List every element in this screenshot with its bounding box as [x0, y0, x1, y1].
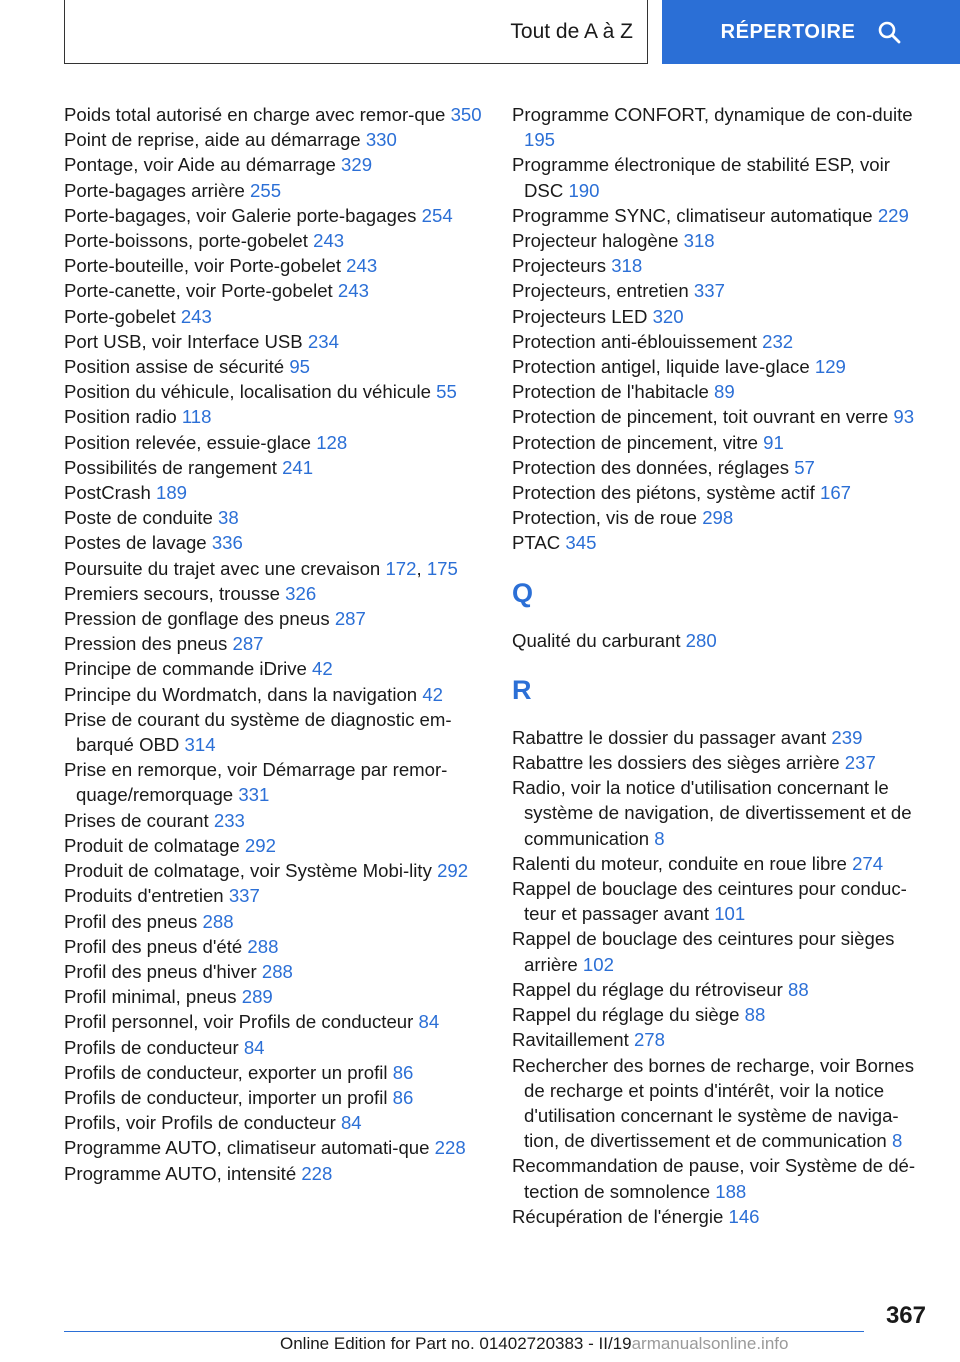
page-link[interactable]: 93 [893, 406, 915, 428]
section-tab[interactable] [64, 0, 648, 64]
index-entry-text: Projecteurs, entretien [512, 280, 689, 302]
index-entry-text: Programme SYNC, climatiseur automatique [512, 204, 873, 226]
index-entry [512, 530, 932, 555]
index-entry-text: Profils, voir Profils de conducteur [64, 1112, 336, 1134]
index-entry [64, 530, 484, 555]
index-entry-text: Protection de pincement, vitre [512, 431, 758, 453]
index-entry-text: Possibilités de rangement [64, 456, 277, 478]
index-entry [512, 404, 932, 429]
index-entry-text: Récupération de l'énergie [512, 1205, 724, 1227]
index-entry-text: Prises de courant [64, 809, 209, 831]
index-entry-text: Profil personnel, voir Profils de conducteur [64, 1011, 414, 1033]
index-entry-text: Rappel de bouclage des ceintures pour sièges arrière [512, 928, 895, 975]
index-entry-text: Programme électronique de stabilité ESP, voir DSC [512, 154, 890, 201]
index-entry-text: Profils de conducteur, exporter un profil [64, 1061, 388, 1083]
index-entry [512, 228, 932, 253]
footer-edition: Online Edition for Part no. 01402720383 - II/19 [280, 1334, 632, 1353]
index-entry-text: Produit de colmatage [64, 834, 240, 856]
index-entry-text: Premiers secours, trousse [64, 582, 280, 604]
index-entry [512, 1153, 932, 1203]
page-link[interactable]: 167 [819, 482, 852, 504]
page-link[interactable]: 175 [426, 557, 458, 579]
index-entry [64, 883, 484, 908]
index-entry-text: Profil des pneus [64, 910, 198, 932]
index-entry [64, 455, 484, 480]
index-entry-text: Radio, voir la notice d'utilisation concernant le système de navigation, de divertissement et de communication [512, 777, 912, 849]
index-entry-text: Protection de pincement, toit ouvrant en verre [512, 406, 889, 428]
index-entry-text: Rappel de bouclage des ceintures pour conduc-teur et passager avant [512, 878, 907, 925]
index-entry [512, 775, 932, 851]
index-entry-text: Porte-bouteille, voir Porte-gobelet [64, 255, 341, 277]
page-link[interactable]: 243 [346, 255, 378, 277]
page-link[interactable]: 190 [568, 179, 600, 201]
page-link[interactable]: 288 [202, 910, 234, 932]
index-entry-text: Programme CONFORT, dynamique de con-duite [512, 104, 913, 125]
index-entry [64, 1161, 484, 1186]
index-entry-text: Prise de courant du système de diagnostic em-barqué OBD [64, 708, 452, 756]
index-entry [512, 430, 932, 455]
index-entry [512, 329, 932, 354]
index-entry-text: Position relevée, essuie-glace [64, 431, 312, 453]
page-link[interactable]: 330 [365, 129, 397, 151]
index-entry-text: Protection des piétons, système actif [512, 482, 815, 504]
index-entry [64, 253, 484, 278]
page-link[interactable]: 8 [654, 827, 665, 849]
page-link[interactable]: 326 [285, 582, 317, 604]
page-link[interactable]: 255 [250, 179, 282, 201]
page-link[interactable]: 89 [714, 381, 735, 403]
index-entry-text: Principe de commande iDrive [64, 658, 307, 680]
page-link[interactable]: 233 [213, 809, 245, 831]
index-entry [64, 682, 484, 707]
index-entry [64, 656, 484, 681]
page-link[interactable]: 298 [702, 507, 734, 529]
index-entry-text: Ralenti du moteur, conduite en roue libre [512, 852, 847, 874]
page-link[interactable]: 289 [241, 986, 273, 1008]
index-entry [64, 278, 484, 303]
page-link[interactable]: 288 [247, 935, 279, 957]
index-entry-text: Protection antigel, liquide lave-glace [512, 356, 810, 378]
index-entry-text: Programme AUTO, climatiseur automati-que [64, 1137, 430, 1159]
index-entry-text: Principe du Wordmatch, dans la navigation [64, 683, 418, 705]
index-entry-text: Produits d'entretien [64, 885, 224, 907]
page-link[interactable]: 101 [714, 903, 746, 925]
index-entry [512, 977, 932, 1002]
page-link[interactable]: 146 [728, 1205, 760, 1227]
index-entry [64, 203, 484, 228]
index-entry [64, 833, 484, 858]
index-entry [512, 152, 932, 202]
index-entry-text: Produit de colmatage, voir Système Mobi-lity [64, 860, 432, 882]
page-link[interactable]: 254 [421, 204, 453, 226]
page-link[interactable]: 329 [341, 154, 373, 176]
index-entry [64, 228, 484, 253]
index-column-right [512, 102, 932, 1229]
page-link[interactable]: 287 [232, 633, 264, 655]
page-link[interactable]: 280 [685, 629, 717, 651]
page-link[interactable]: 42 [422, 683, 443, 705]
index-entry [512, 480, 932, 505]
index-entry-text: Porte-boissons, porte-gobelet [64, 230, 308, 252]
index-entry-text: Qualité du carburant [512, 629, 681, 651]
page-link[interactable]: 331 [238, 784, 270, 806]
page-link[interactable]: 189 [155, 482, 188, 504]
index-entry-text: Position assise de sécurité [64, 356, 285, 378]
index-entry-text: Rechercher des bornes de recharge, voir Bornes de recharge et points d'intérêt, voir la notice d'utilisation concernant le système de naviga-tion, de divertissement et de communication [512, 1054, 915, 1152]
index-entry [512, 1027, 932, 1052]
page-link[interactable]: 86 [392, 1086, 414, 1108]
index-entry [512, 354, 932, 379]
index-entry-text: Poste de conduite [64, 507, 213, 529]
index-entry-text: PostCrash [64, 482, 151, 504]
index-entry [64, 178, 484, 203]
page-link[interactable]: 287 [334, 608, 366, 630]
index-entry [64, 934, 484, 959]
top-bar [0, 0, 960, 66]
index-letter-heading: R [512, 674, 532, 705]
page-link[interactable]: 88 [744, 1004, 766, 1026]
index-entry [64, 102, 484, 127]
page-link[interactable]: 8 [891, 1130, 903, 1152]
index-entry-text: Profil minimal, pneus [64, 986, 237, 1008]
page-link[interactable]: 239 [831, 726, 863, 748]
page-link[interactable]: 57 [794, 456, 815, 478]
page-link[interactable]: 237 [844, 752, 876, 774]
index-entry [64, 505, 484, 530]
index-entry-text: Poursuite du trajet avec une crevaison [64, 557, 381, 579]
page-link[interactable]: 318 [683, 230, 715, 252]
index-entry-text: Point de reprise, aide au démarrage [64, 129, 361, 151]
page-link[interactable]: 84 [418, 1011, 440, 1033]
index-entry [512, 253, 932, 278]
index-entry [512, 876, 932, 926]
index-entry-text: Poids total autorisé en charge avec remor-que [64, 104, 446, 125]
index-entry-text: Pression de gonflage des pneus [64, 608, 330, 630]
index-entry-text: Projecteur halogène [512, 230, 679, 252]
page-link[interactable]: 336 [211, 532, 243, 554]
index-entry [512, 203, 932, 228]
page-link[interactable]: 129 [814, 356, 846, 378]
index-entry [512, 278, 932, 303]
index-entry-text: Porte-bagages, voir Galerie porte-bagages [64, 204, 417, 226]
index-entry-text: Porte-bagages arrière [64, 179, 245, 201]
footer [280, 1334, 788, 1354]
index-entry-text: Position radio [64, 406, 177, 428]
page-link[interactable]: 128 [316, 431, 348, 453]
index-entry-text: Protection des données, réglages [512, 456, 790, 478]
index-entry-text: Protection de l'habitacle [512, 381, 709, 403]
index-entry-text: Ravitaillement [512, 1029, 629, 1051]
index-entry-text: Protection, vis de roue [512, 507, 698, 529]
page-link[interactable]: 229 [877, 204, 909, 226]
index-tab[interactable] [662, 0, 960, 64]
page-link[interactable]: 278 [633, 1029, 665, 1051]
index-entry [512, 1053, 932, 1154]
page-link[interactable]: 84 [243, 1036, 265, 1058]
index-entry [64, 354, 484, 379]
page-link[interactable]: 228 [301, 1162, 333, 1184]
footer-rule [64, 1331, 864, 1332]
page-link[interactable]: 118 [181, 406, 212, 428]
index-entry [64, 606, 484, 631]
footer-watermark: armanualsonline.info [631, 1334, 789, 1353]
index-entry-text: Projecteurs [512, 255, 607, 277]
index-entry [64, 304, 484, 329]
index-entry-text: Profils de conducteur, importer un profil [64, 1086, 388, 1108]
index-entry-text: Porte-canette, voir Porte-gobelet [64, 280, 333, 302]
index-entry-text: Pontage, voir Aide au démarrage [64, 154, 336, 176]
page-link[interactable]: 337 [693, 280, 725, 302]
page-link[interactable]: 337 [228, 885, 260, 907]
index-letter-heading: Q [512, 577, 534, 608]
index-entry [64, 1110, 484, 1135]
index-entry-text: Profil des pneus d'été [64, 935, 243, 957]
page-link[interactable]: 292 [437, 860, 469, 882]
index-entry [64, 1009, 484, 1034]
index-entry [64, 430, 484, 455]
section-tab-label: Tout de A à Z [510, 19, 633, 43]
index-entry-text: Port USB, voir Interface USB [64, 330, 303, 352]
page-link[interactable]: 55 [436, 381, 457, 403]
index-entry [64, 707, 484, 757]
index-entry [512, 1002, 932, 1027]
index-entry-text: Projecteurs LED [512, 305, 648, 327]
index-entry-text: Position du véhicule, localisation du véhicule [64, 381, 431, 403]
index-entry [512, 379, 932, 404]
index-entry-text: Pression des pneus [64, 633, 228, 655]
index-entry [64, 127, 484, 152]
index-entry [512, 304, 932, 329]
index-entry [64, 959, 484, 984]
index-entry [512, 628, 932, 653]
page-link[interactable]: 102 [582, 953, 614, 975]
page-link[interactable]: 172 [385, 557, 417, 579]
index-tab-label: RÉPERTOIRE [720, 20, 856, 43]
page-link[interactable]: 188 [715, 1180, 747, 1202]
index-entry-text: Prise en remorque, voir Démarrage par remor-quage/remorquage [64, 759, 448, 806]
index-entry [64, 581, 484, 606]
index-entry [64, 329, 484, 354]
page-link[interactable]: 42 [312, 658, 333, 680]
index-entry [64, 984, 484, 1009]
index-entry [512, 851, 932, 876]
index-entry-text: Rabattre le dossier du passager avant [512, 726, 827, 748]
index-entry-text: PTAC [512, 532, 561, 554]
index-entry [512, 926, 932, 976]
page-link[interactable]: 243 [313, 230, 345, 252]
page-link[interactable]: 84 [340, 1112, 362, 1134]
index-entry [512, 455, 932, 480]
index-entry [64, 1060, 484, 1085]
index-entry [512, 102, 932, 152]
page-link[interactable]: 38 [218, 507, 239, 529]
page-link[interactable]: 228 [434, 1137, 466, 1159]
index-entry [64, 858, 484, 883]
page-link[interactable]: 95 [289, 356, 310, 378]
index-entry [64, 379, 484, 404]
index-entry-text: Recommandation de pause, voir Système de dé-tection de somnolence [512, 1155, 916, 1202]
page-link[interactable]: 318 [611, 255, 643, 277]
index-entry: Poursuite du trajet avec une crevaison 172, 175 [64, 557, 458, 579]
index-entry-text: Protection anti-éblouissement [512, 330, 757, 352]
index-entry-text: Profils de conducteur [64, 1036, 239, 1058]
index-entry [64, 1135, 484, 1160]
page-link[interactable]: 314 [184, 734, 216, 756]
search-icon[interactable] [877, 20, 901, 44]
index-entry-text: Programme AUTO, intensité [64, 1162, 297, 1184]
page-link[interactable]: 350 [450, 104, 482, 125]
page-link[interactable]: 243 [337, 280, 369, 302]
index-entry [64, 631, 484, 656]
index-entry [64, 909, 484, 934]
page-link[interactable]: 234 [307, 330, 339, 352]
page-link[interactable]: 320 [652, 305, 684, 327]
index-entry [64, 480, 484, 505]
page-number: 367 [885, 1302, 926, 1329]
page-link[interactable]: 88 [787, 978, 809, 1000]
index-entry [64, 808, 484, 833]
page-link[interactable]: 91 [763, 431, 784, 453]
page-link[interactable]: 345 [565, 532, 597, 554]
page-link[interactable]: 195 [524, 129, 556, 151]
index-entry [512, 1204, 932, 1229]
index-entry [512, 505, 932, 530]
page-link[interactable]: 292 [244, 834, 276, 856]
index-column-left [64, 102, 484, 1186]
index-entry [64, 1085, 484, 1110]
page-link[interactable]: 243 [180, 305, 212, 327]
index-entry [64, 1035, 484, 1060]
page-link[interactable]: 241 [282, 456, 314, 478]
index-entry [64, 152, 484, 177]
index-entry-text: Rappel du réglage du rétroviseur [512, 978, 783, 1000]
page-link[interactable]: 288 [261, 960, 293, 982]
index-entry-text: Rappel du réglage du siège [512, 1004, 740, 1026]
index-entry [512, 725, 932, 750]
index-entry-text: Postes de lavage [64, 532, 207, 554]
index-entry-text: Rabattre les dossiers des sièges arrière [512, 752, 840, 774]
page-link[interactable]: 274 [852, 852, 884, 874]
index-entry-text: Porte-gobelet [64, 305, 176, 327]
page-link[interactable]: 86 [392, 1061, 414, 1083]
index-entry-text: Profil des pneus d'hiver [64, 960, 257, 982]
index-entry [64, 757, 484, 807]
index-entry [512, 750, 932, 775]
index-entry [64, 404, 484, 429]
page-link[interactable]: 232 [762, 330, 794, 352]
